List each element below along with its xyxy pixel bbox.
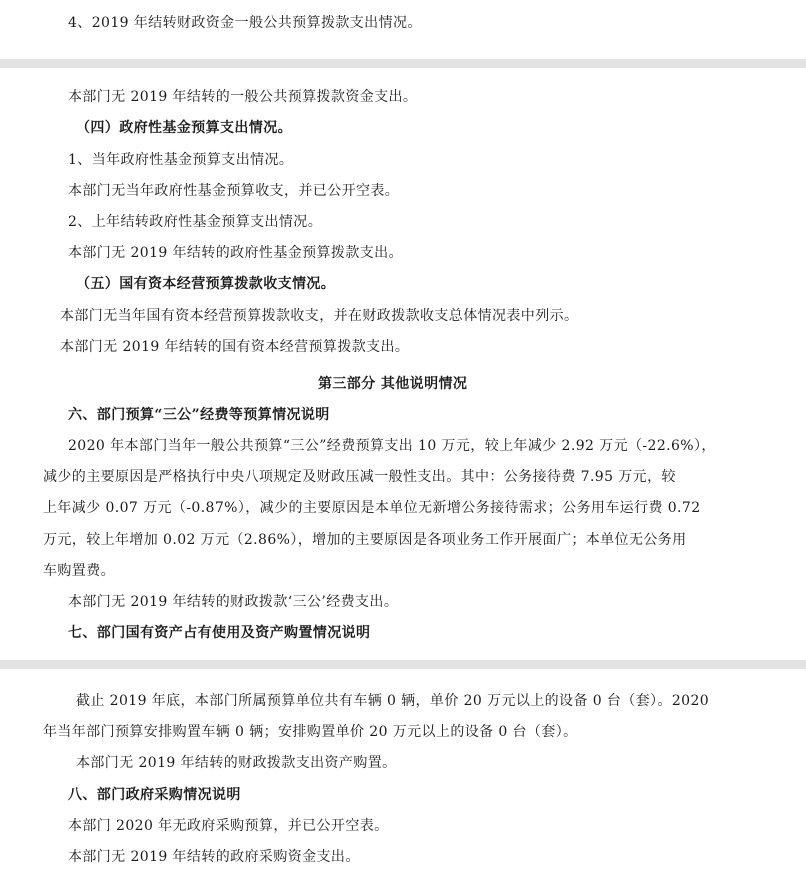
part3-title: 第三部分 其他说明情况 <box>318 376 468 392</box>
section-six-line: 减少的主要原因是严格执行中央八项规定及财政压减一般性支出。其中：公务接待费 7.95 万元，较 <box>43 469 676 485</box>
section-eight-text-1: 本部门 2020 年无政府采购预算，并已公开空表。 <box>68 818 389 834</box>
section-six-line: 2020 年本部门当年一般公共预算“三公”经费预算支出 10 万元，较上年减少 2.92 万元（-22.6%）， <box>68 438 716 454</box>
state-capital-text-2: 本部门无 2019 年结转的国有资本经营预算拨款支出。 <box>60 339 410 355</box>
item-4-line: 4、2019 年结转财政资金一般公共预算拨款支出情况。 <box>68 15 422 31</box>
fund-item-2: 2、上年结转政府性基金预算支出情况。 <box>68 214 323 230</box>
page-separator <box>0 59 806 68</box>
fund-heading: （四）政府性基金预算支出情况。 <box>76 120 292 136</box>
section-six-none: 本部门无 2019 年结转的财政拨款‘三公’经费支出。 <box>68 594 399 610</box>
fund-item-1: 1、当年政府性基金预算支出情况。 <box>68 152 294 168</box>
state-capital-heading: （五）国有资本经营预算拨款收支情况。 <box>76 276 336 292</box>
page-separator <box>0 660 806 669</box>
no-carryover-text: 本部门无 2019 年结转的一般公共预算拨款资金支出。 <box>68 89 418 105</box>
section-six-line: 万元，较上年增加 0.02 万元（2.86%），增加的主要原因是各项业务工作开展面广；本单位无公务用 <box>43 532 687 548</box>
asset-none: 本部门无 2019 年结转的财政拨款支出资产购置。 <box>76 755 397 771</box>
section-six-line: 车购置费。 <box>43 563 115 579</box>
section-six-line: 上年减少 0.07 万元（-0.87%），减少的主要原因是本单位无新增公务接待需求；公务用车运行费 0.72 <box>43 500 701 516</box>
state-capital-text-1: 本部门无当年国有资本经营预算拨款收支，并在财政拨款收支总体情况表中列示。 <box>60 308 579 324</box>
section-seven-heading: 七、部门国有资产占有使用及资产购置情况说明 <box>68 625 371 641</box>
fund-item-2-text: 本部门无 2019 年结转的政府性基金预算拨款支出。 <box>68 245 403 261</box>
section-eight-text-2: 本部门无 2019 年结转的政府采购资金支出。 <box>68 849 360 865</box>
section-six-heading: 六、部门预算“三公”经费等预算情况说明 <box>68 407 330 423</box>
asset-line-2: 年当年部门预算安排购置车辆 0 辆；安排购置单价 20 万元以上的设备 0 台（套）。 <box>43 724 578 740</box>
fund-item-1-text: 本部门无当年政府性基金预算收支，并已公开空表。 <box>68 183 400 199</box>
section-eight-heading: 八、部门政府采购情况说明 <box>68 787 241 803</box>
asset-line-1: 截止 2019 年底，本部门所属预算单位共有车辆 0 辆，单价 20 万元以上的设备 0 台（套）。2020 <box>76 693 710 709</box>
